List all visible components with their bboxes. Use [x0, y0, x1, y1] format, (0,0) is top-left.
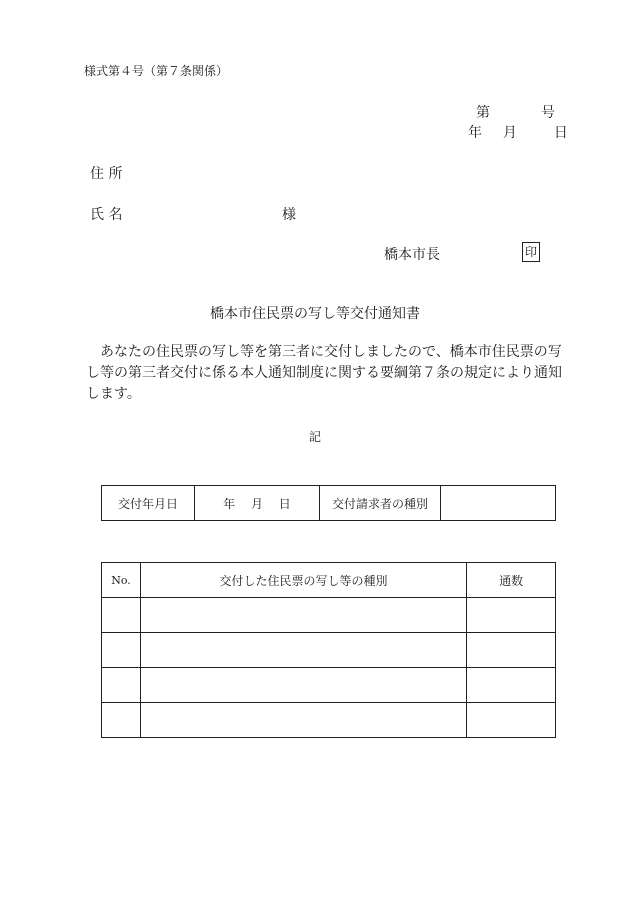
table-row: [102, 633, 556, 668]
date-year: 年: [468, 125, 482, 141]
issue-date-label: 交付年月日: [102, 486, 195, 521]
requester-type-value[interactable]: [441, 486, 556, 521]
date-month: 月: [502, 125, 517, 141]
cell-count[interactable]: [467, 668, 556, 703]
requester-type-label: 交付請求者の種別: [320, 486, 441, 521]
cell-no[interactable]: [102, 668, 141, 703]
table-row: [102, 598, 556, 633]
cell-kind[interactable]: [140, 598, 466, 633]
cell-no[interactable]: [102, 703, 141, 738]
cell-kind[interactable]: [140, 703, 466, 738]
cell-kind[interactable]: [140, 668, 466, 703]
document-number-suffix: 号: [541, 105, 555, 121]
cell-no[interactable]: [102, 598, 141, 633]
table-row: [102, 703, 556, 738]
document-title: 橋本市住民票の写し等交付通知書: [210, 306, 420, 322]
header-kind: 交付した住民票の写し等の種別: [140, 563, 466, 598]
issue-date-line: [468, 122, 568, 142]
cell-count[interactable]: [467, 633, 556, 668]
cell-count[interactable]: [467, 703, 556, 738]
issued-items-table: [101, 562, 556, 738]
cell-count[interactable]: [467, 598, 556, 633]
document-number-label: 第: [476, 105, 490, 121]
header-count: 通数: [467, 563, 556, 598]
table-header-row: [102, 563, 556, 598]
ki-heading: 記: [308, 430, 321, 444]
issue-info-table: [101, 485, 556, 521]
table-row: [102, 486, 556, 521]
name-label: 氏 名: [90, 207, 123, 223]
honorific: 様: [282, 207, 296, 223]
table-row: [102, 668, 556, 703]
address-label: 住 所: [90, 166, 123, 182]
header-no: No.: [102, 563, 141, 598]
sender-title: 橋本市長: [384, 247, 440, 263]
issue-date-value[interactable]: 年 月 日: [195, 486, 320, 521]
cell-no[interactable]: [102, 633, 141, 668]
date-day: 日: [553, 125, 568, 141]
form-number: 様式第４号（第７条関係）: [84, 64, 229, 78]
body-paragraph: あなたの住民票の写し等を第三者に交付しましたので、橋本市住民票の写し等の第三者交付に係る本人通知制度に関する要綱第７条の規定により通知します。: [86, 344, 562, 402]
seal-mark: 印: [522, 242, 540, 262]
cell-kind[interactable]: [140, 633, 466, 668]
